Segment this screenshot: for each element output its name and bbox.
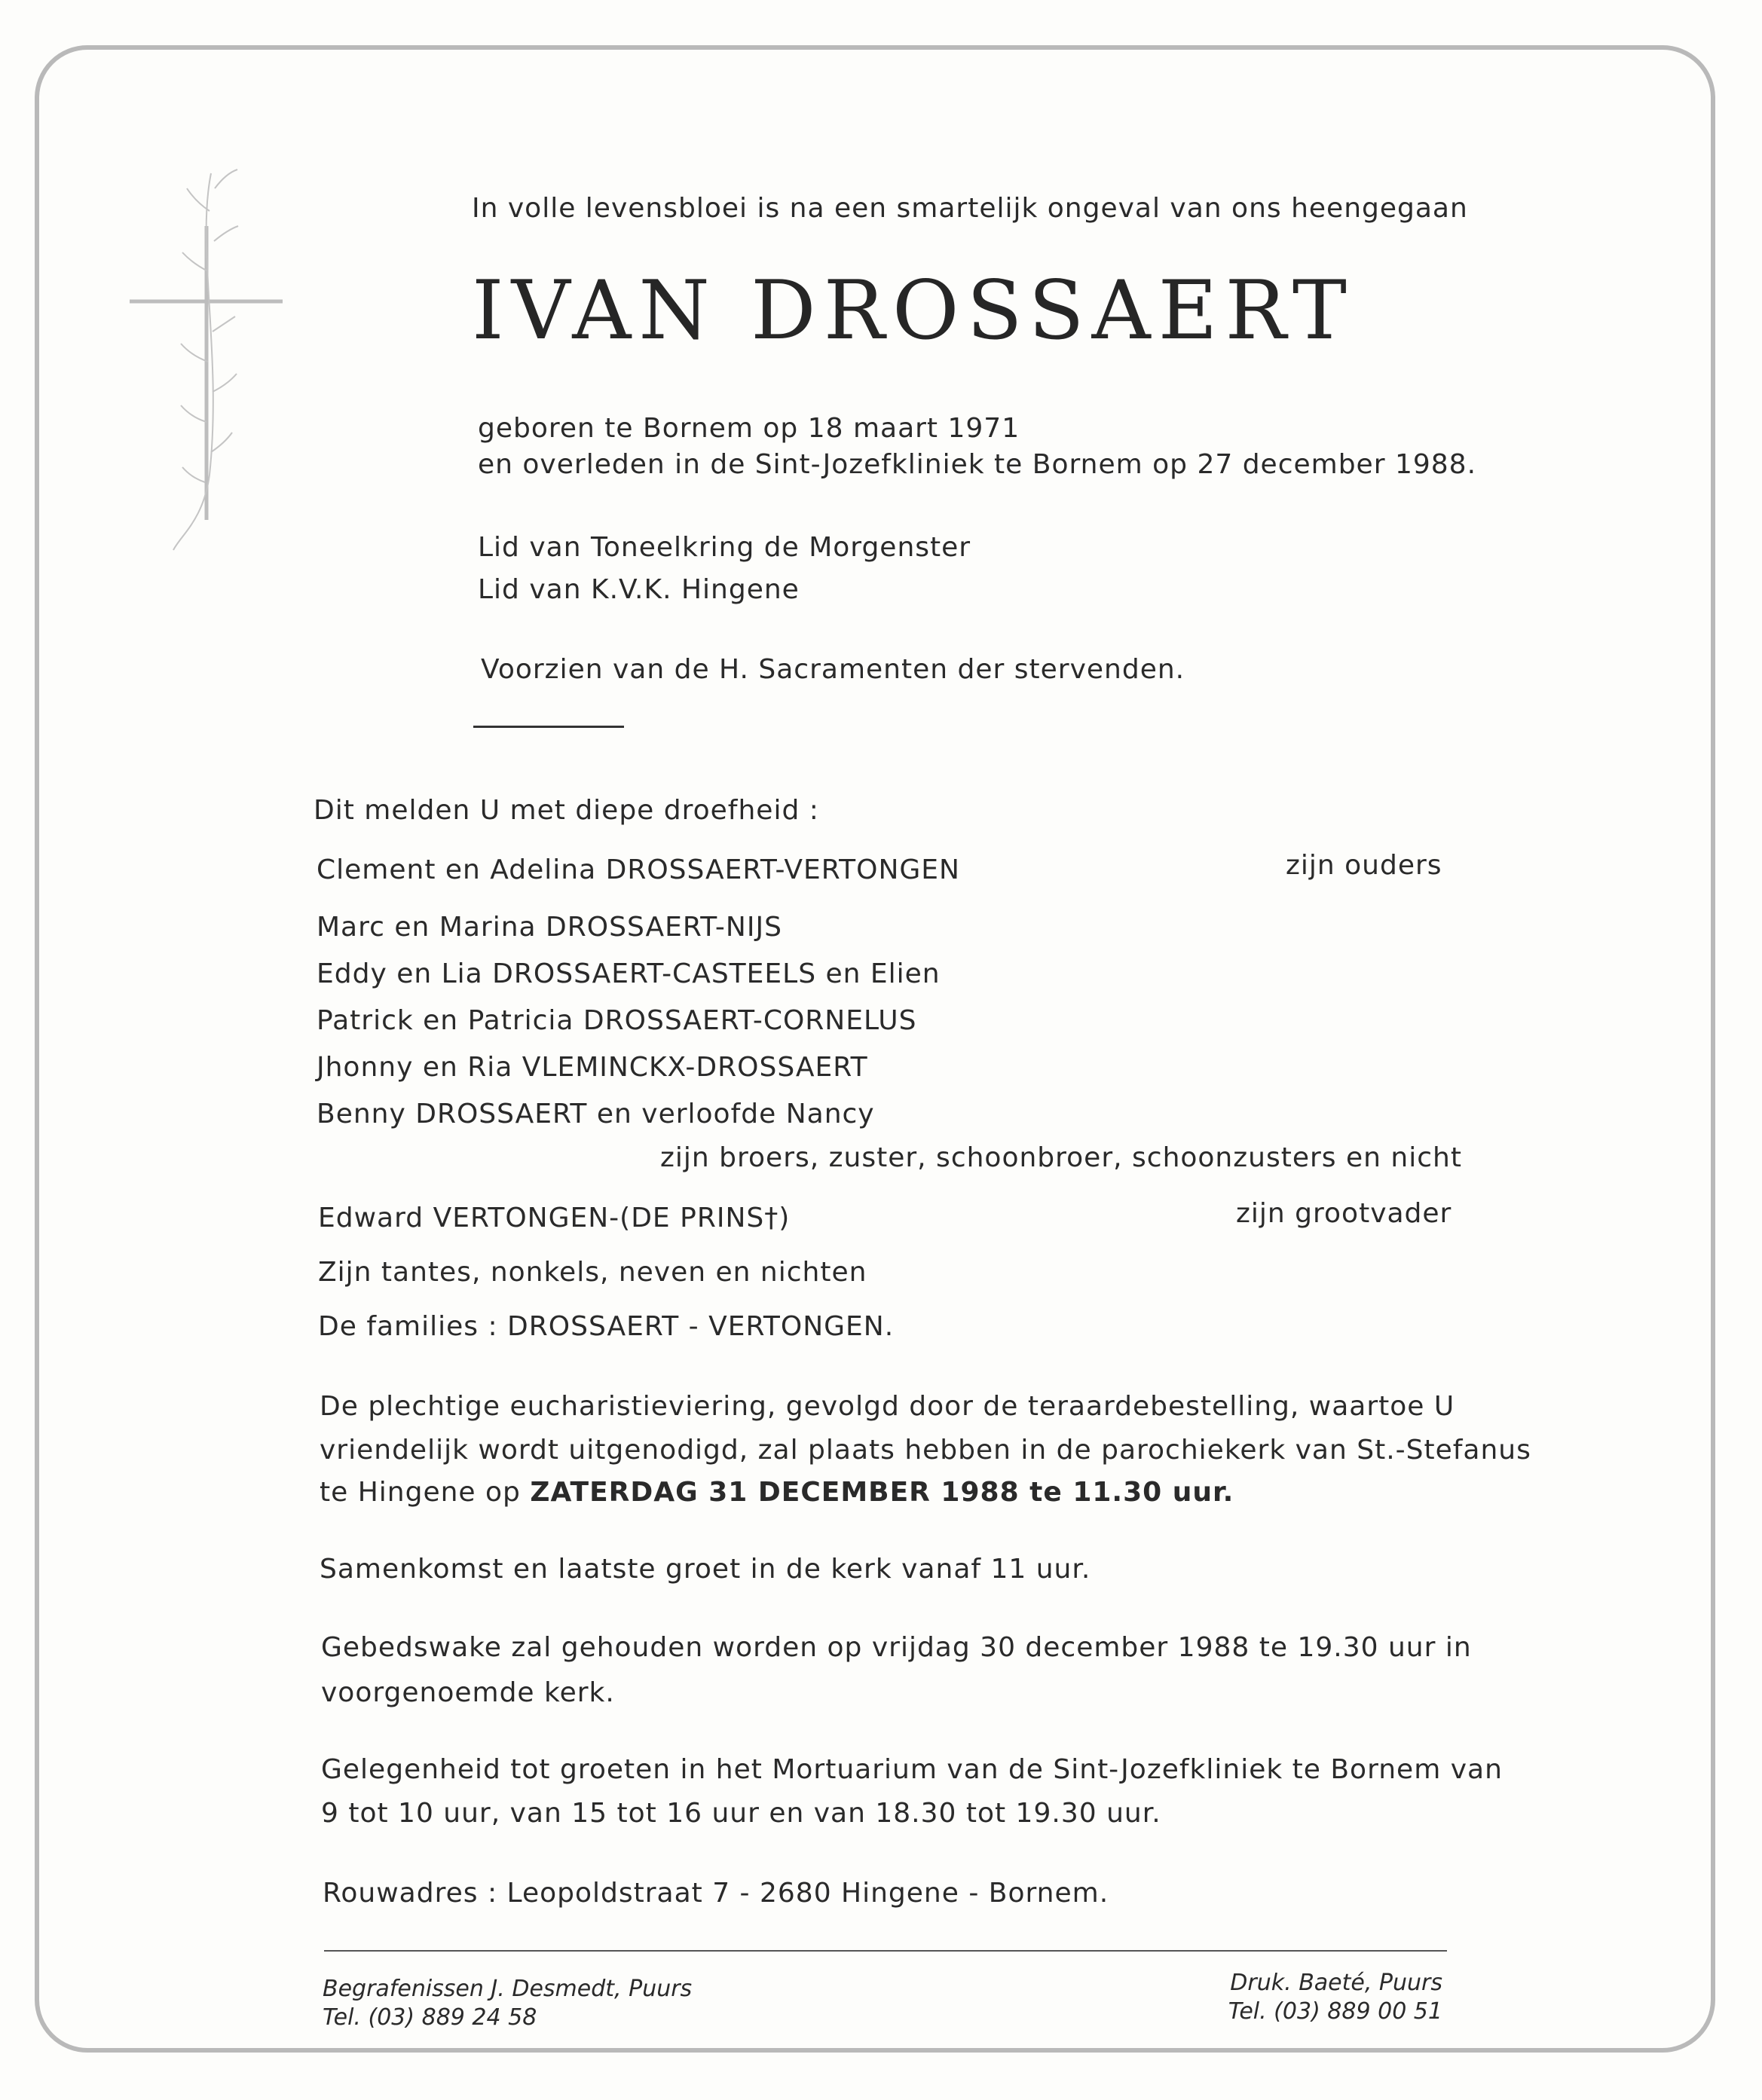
viewing-line-1: Gelegenheid tot groeten in het Mortuarium van de Sint-Jozefkliniek te Bornem van bbox=[321, 1754, 1503, 1785]
membership-2: Lid van K.V.K. Hingene bbox=[478, 574, 800, 605]
relative-sibling-1: Marc en Marina DROSSAERT-NIJS bbox=[317, 912, 782, 943]
relative-sibling-3: Patrick en Patricia DROSSAERT-CORNELUS bbox=[317, 1005, 917, 1036]
wake-line-2: voorgenoemde kerk. bbox=[321, 1677, 615, 1708]
wake-line-1: Gebedswake zal gehouden worden op vrijdag 30 december 1988 te 19.30 uur in bbox=[321, 1632, 1472, 1663]
birth-line: geboren te Bornem op 18 maart 1971 bbox=[478, 413, 1020, 444]
viewing-line-2: 9 tot 10 uur, van 15 tot 16 uur en van 18.30 tot 19.30 uur. bbox=[321, 1798, 1161, 1829]
relative-sibling-2: Eddy en Lia DROSSAERT-CASTEELS en Elien bbox=[317, 958, 941, 989]
mourning-address: Rouwadres : Leopoldstraat 7 - 2680 Hingene - Bornem. bbox=[323, 1878, 1109, 1909]
role-grandfather: zijn grootvader bbox=[1236, 1198, 1452, 1229]
relative-sibling-4: Jhonny en Ria VLEMINCKX-DROSSAERT bbox=[317, 1052, 868, 1083]
relative-families: De families : DROSSAERT - VERTONGEN. bbox=[318, 1311, 895, 1342]
death-line: en overleden in de Sint-Jozefkliniek te Bornem op 27 december 1988. bbox=[478, 449, 1477, 480]
deceased-name: IVAN DROSSAERT bbox=[472, 264, 1354, 358]
gathering-line: Samenkomst en laatste groet in de kerk vanaf 11 uur. bbox=[320, 1554, 1091, 1585]
printer-phone: Tel. (03) 889 00 51 bbox=[1228, 1998, 1442, 2025]
relative-sibling-5: Benny DROSSAERT en verloofde Nancy bbox=[317, 1099, 875, 1129]
membership-1: Lid van Toneelkring de Morgenster bbox=[478, 532, 971, 563]
cross-icon bbox=[121, 158, 301, 565]
service-datetime: ZATERDAG 31 DECEMBER 1988 te 11.30 uur. bbox=[530, 1477, 1234, 1508]
relative-aunts: Zijn tantes, nonkels, neven en nichten bbox=[318, 1257, 867, 1288]
service-line-3 bbox=[320, 1477, 1234, 1508]
printer-name: Druk. Baeté, Puurs bbox=[1230, 1970, 1442, 1996]
undertaker-name: Begrafenissen J. Desmedt, Puurs bbox=[323, 1976, 693, 2002]
relative-grandfather: Edward VERTONGEN-(DE PRINS†) bbox=[318, 1203, 791, 1233]
footer-rule bbox=[324, 1950, 1447, 1952]
divider bbox=[473, 726, 624, 728]
service-place: te Hingene op bbox=[320, 1477, 521, 1508]
announcement: Dit melden U met diepe droefheid : bbox=[314, 795, 819, 826]
service-line-2: vriendelijk wordt uitgenodigd, zal plaats hebben in de parochiekerk van St.-Stefanus bbox=[320, 1435, 1531, 1466]
intro-text: In volle levensbloei is na een smartelijk ongeval van ons heengegaan bbox=[472, 193, 1468, 224]
undertaker-phone: Tel. (03) 889 24 58 bbox=[323, 2004, 537, 2031]
service-line-1: De plechtige eucharistieviering, gevolgd door de teraardebestelling, waartoe U bbox=[320, 1391, 1455, 1422]
relative-parents: Clement en Adelina DROSSAERT-VERTONGEN bbox=[317, 854, 960, 885]
role-parents: zijn ouders bbox=[1286, 850, 1442, 881]
role-siblings: zijn broers, zuster, schoonbroer, schoonzusters en nicht bbox=[660, 1142, 1462, 1173]
sacraments-line: Voorzien van de H. Sacramenten der stervenden. bbox=[481, 654, 1185, 685]
